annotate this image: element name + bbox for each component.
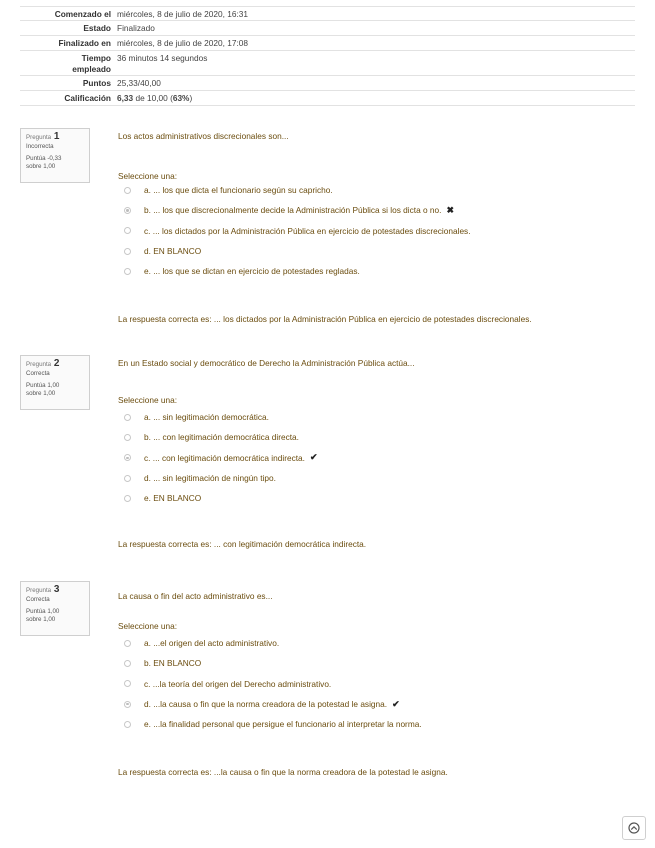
question-label: Pregunta: [26, 134, 52, 141]
correct-icon: ✔: [392, 698, 400, 709]
question-grade: Puntúa 1,00: [26, 382, 60, 389]
question-grade: Puntúa -0,33: [26, 155, 62, 162]
question-number: 1: [53, 131, 60, 142]
question-info: [20, 128, 90, 183]
summary-value: Finalizado: [117, 23, 155, 33]
question-label: Pregunta: [26, 361, 52, 368]
question-grade: Puntúa 1,00: [26, 608, 60, 615]
option-text: b. EN BLANCO: [144, 658, 202, 669]
radio-button[interactable]: [124, 475, 131, 482]
question-grade-max: sobre 1,00: [26, 616, 56, 623]
radio-button[interactable]: [124, 414, 131, 421]
option-text: c. ... con legitimación democrática indirecta.: [144, 452, 305, 463]
grade-max: de 10,00 (: [133, 93, 173, 103]
answer-option[interactable]: [124, 468, 624, 488]
question-number: 2: [53, 358, 60, 369]
answer-prompt: Seleccione una:: [118, 171, 178, 181]
answer-option[interactable]: [124, 633, 624, 653]
question-state: Incorrecta: [26, 143, 54, 150]
summary-label: Comenzado el: [54, 9, 111, 19]
radio-button[interactable]: [124, 701, 131, 708]
option-text: d. ... sin legitimación de ningún tipo.: [144, 473, 276, 484]
option-text: a. ... sin legitimación democrática.: [144, 412, 269, 423]
answer-option[interactable]: [124, 261, 624, 281]
correct-answer-feedback: La respuesta correcta es: ... con legitimación democrática indirecta.: [118, 539, 367, 549]
answer-option[interactable]: [124, 488, 624, 508]
option-text: e. ... los que se dictan en ejercicio de potestades regladas.: [144, 266, 360, 277]
option-text: b. ... los que discrecionalmente decide la Administración Pública si los dicta o no.: [144, 205, 442, 216]
radio-button[interactable]: [124, 434, 131, 441]
radio-button[interactable]: [124, 248, 131, 255]
summary-label: Tiempo empleado: [72, 53, 111, 74]
answer-prompt: Seleccione una:: [118, 621, 178, 631]
correct-answer-feedback: La respuesta correcta es: ...la causa o fin que la norma creadora de la potestad le asigna.: [118, 767, 448, 777]
summary-label: Finalizado en: [58, 38, 111, 48]
question-label: Pregunta: [26, 587, 52, 594]
summary-value: miércoles, 8 de julio de 2020, 16:31: [117, 9, 248, 19]
grade-percent: 63%: [172, 93, 190, 103]
option-text: a. ... los que dicta el funcionario según su capricho.: [144, 185, 333, 196]
summary-row-finished: [20, 36, 635, 51]
grade-close: ): [189, 93, 193, 103]
summary-row-grade: [20, 91, 635, 106]
answer-option[interactable]: [124, 694, 624, 714]
answer-options: [124, 633, 624, 734]
question-state: Correcta: [26, 596, 50, 603]
radio-button[interactable]: [124, 227, 131, 234]
question-text: Los actos administrativos discrecionales son...: [118, 131, 289, 141]
option-text: c. ... los dictados por la Administración Pública en ejercicio de potestades discrecionales.: [144, 225, 471, 236]
summary-label: Calificación: [64, 93, 111, 103]
question-grade-max: sobre 1,00: [26, 390, 56, 397]
question-grade-max: sobre 1,00: [26, 163, 56, 170]
summary-label: Estado: [83, 23, 111, 33]
option-text: e. ...la finalidad personal que persigue el funcionario al interpretar la norma.: [144, 719, 422, 730]
correct-icon: ✔: [309, 452, 318, 463]
radio-button[interactable]: [124, 680, 131, 687]
answer-prompt: Seleccione una:: [118, 395, 178, 405]
answer-option[interactable]: [124, 241, 624, 261]
answer-options: [124, 407, 624, 508]
option-text: a. ...el origen del acto administrativo.: [144, 638, 280, 649]
option-text: d. ...la causa o fin que la norma creadora de la potestad le asigna.: [144, 699, 388, 710]
answer-option[interactable]: [124, 221, 624, 241]
option-text: b. ... con legitimación democrática directa.: [144, 432, 299, 443]
radio-button[interactable]: [124, 268, 131, 275]
option-text: e. EN BLANCO: [144, 493, 202, 504]
answer-option[interactable]: [124, 653, 624, 673]
question-info: [20, 581, 90, 636]
radio-button[interactable]: [124, 640, 131, 647]
summary-value: [117, 93, 635, 104]
question-text: La causa o fin del acto administrativo es...: [118, 591, 273, 601]
question-number: 3: [53, 584, 60, 595]
scroll-top-button[interactable]: [622, 816, 646, 840]
answer-option[interactable]: [124, 407, 624, 427]
question-state: Correcta: [26, 370, 50, 377]
answer-option[interactable]: [124, 180, 624, 200]
radio-button[interactable]: [124, 187, 131, 194]
summary-value: miércoles, 8 de julio de 2020, 17:08: [117, 38, 248, 48]
incorrect-icon: ✖: [446, 204, 455, 215]
answer-option[interactable]: [124, 714, 624, 734]
summary-label: Puntos: [82, 78, 111, 88]
summary-row-time: [20, 51, 635, 76]
radio-button[interactable]: [124, 660, 131, 667]
question-text: En un Estado social y democrático de Derecho la Administración Pública actúa...: [118, 358, 415, 368]
question-info: [20, 355, 90, 410]
answer-option[interactable]: [124, 448, 624, 468]
answer-option[interactable]: [124, 674, 624, 694]
radio-button[interactable]: [124, 721, 131, 728]
summary-row-started: [20, 6, 635, 21]
answer-options: [124, 180, 624, 281]
answer-option[interactable]: [124, 200, 624, 220]
attempt-summary: [20, 6, 635, 106]
radio-button[interactable]: [124, 454, 131, 461]
chevron-up-icon: [628, 822, 640, 834]
radio-button[interactable]: [124, 495, 131, 502]
summary-row-state: [20, 21, 635, 36]
option-text: d. EN BLANCO: [144, 246, 202, 257]
grade-value: 6,33: [117, 93, 134, 103]
answer-option[interactable]: [124, 427, 624, 447]
summary-row-points: [20, 76, 635, 91]
correct-answer-feedback: La respuesta correcta es: ... los dictados por la Administración Pública en ejercicio de potestades discrecionales.: [118, 314, 532, 324]
summary-value: 25,33/40,00: [117, 78, 161, 88]
summary-value: 36 minutos 14 segundos: [117, 53, 208, 63]
option-text: c. ...la teoría del origen del Derecho administrativo.: [144, 678, 332, 689]
radio-button[interactable]: [124, 207, 131, 214]
